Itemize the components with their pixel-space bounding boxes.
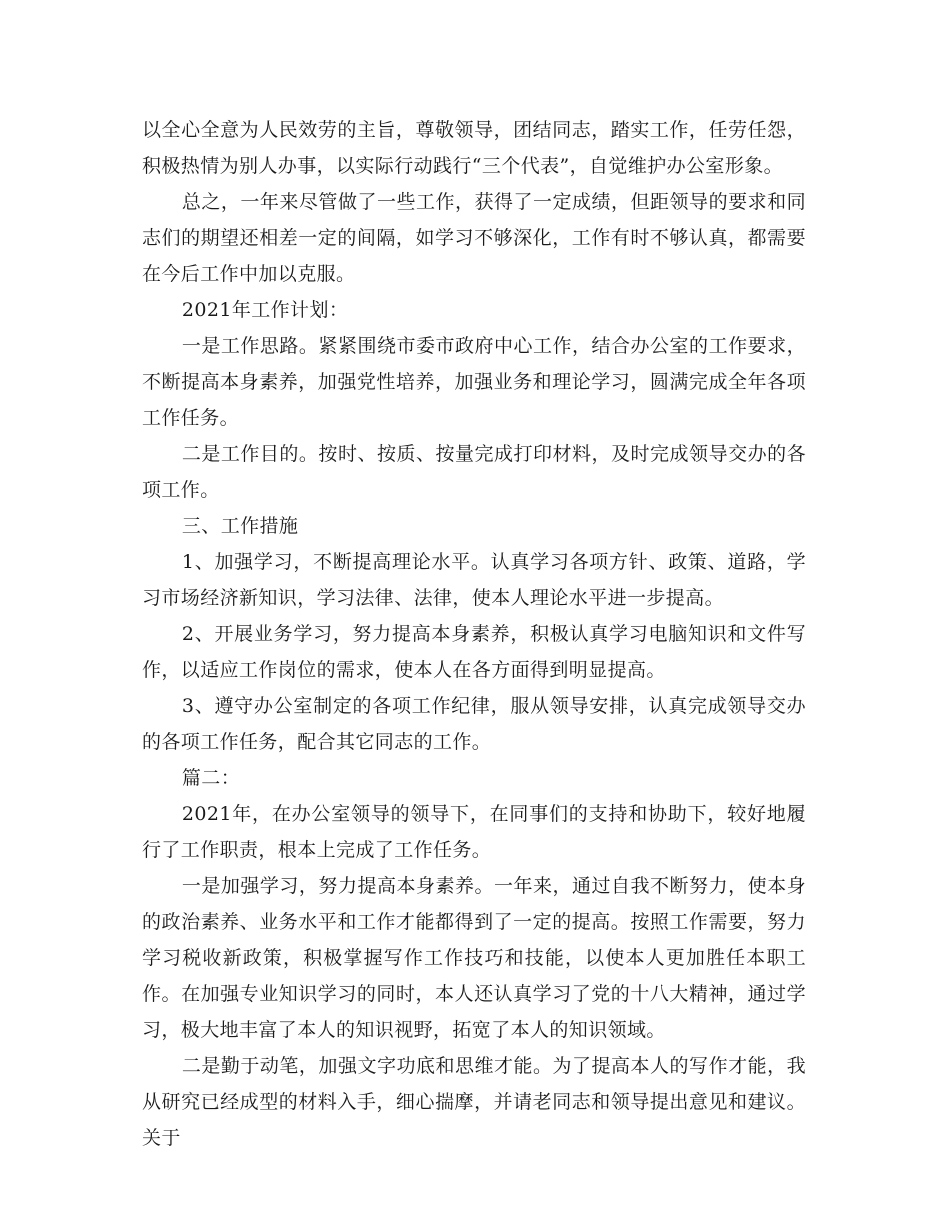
paragraph: 二是工作目的。按时、按质、按量完成打印材料，及时完成领导交办的各项工作。 — [142, 443, 806, 501]
paragraph: 2021年，在办公室领导的领导下，在同事们的支持和协助下，较好地履行了工作职责，根本上完成了工作任务。 — [142, 803, 806, 861]
paragraph: 总之，一年来尽管做了一些工作，获得了一定成绩，但距领导的要求和同志们的期望还相差一定的间隔，如学习不够深化，工作有时不够认真，都需要在今后工作中加以克服。 — [142, 191, 806, 285]
document-body — [142, 112, 806, 1156]
paragraph: 2、开展业务学习，努力提高本身素养，积极认真学习电脑知识和文件写作，以适应工作岗位的需求，使本人在各方面得到明显提高。 — [142, 623, 806, 681]
paragraph: 二是勤于动笔，加强文字功底和思维才能。为了提高本人的写作才能，我从研究已经成型的材料入手，细心揣摩，并请老同志和领导提出意见和建议。关于 — [142, 1055, 806, 1149]
paragraph-heading: 2021年工作计划： — [181, 299, 349, 321]
paragraph-heading: 篇二： — [181, 767, 241, 789]
paragraph: 1、加强学习，不断提高理论水平。认真学习各项方针、政策、道路，学习市场经济新知识，学习法律、法律，使本人理论水平进一步提高。 — [142, 551, 806, 609]
paragraph: 以全心全意为人民效劳的主旨，尊敬领导，团结同志，踏实工作，任劳任怨，积极热情为别人办事，以实际行动践行“三个代表”，自觉维护办公室形象。 — [142, 119, 806, 177]
paragraph: 一是工作思路。紧紧围绕市委市政府中心工作，结合办公室的工作要求，不断提高本身素养，加强党性培养，加强业务和理论学习，圆满完成全年各项工作任务。 — [142, 335, 806, 429]
paragraph: 3、遵守办公室制定的各项工作纪律，服从领导安排，认真完成领导交办的各项工作任务，配合其它同志的工作。 — [142, 695, 806, 753]
paragraph: 一是加强学习，努力提高本身素养。一年来，通过自我不断努力，使本身的政治素养、业务水平和工作才能都得到了一定的提高。按照工作需要，努力学习税收新政策，积极掌握写作工作技巧和技能，以使本人更加胜任本职工作。在加强专业知识学习的同时，本人还认真学习了党的十八大精神，通过学习，极大地丰富了本人的知识视野，拓宽了本人的知识领域。 — [142, 875, 806, 1041]
paragraph-heading: 三、工作措施 — [181, 515, 299, 537]
